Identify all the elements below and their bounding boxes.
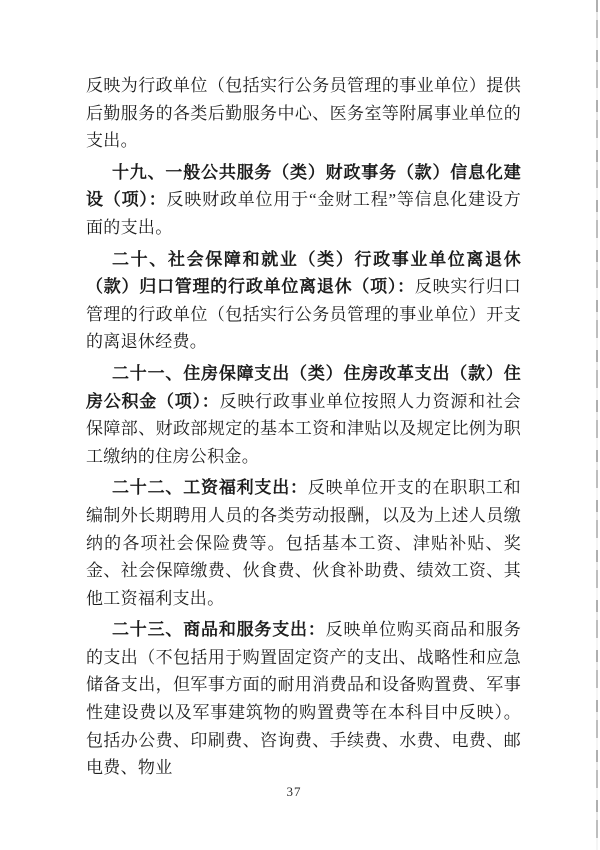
paragraph-body: 反映财政单位用于“金财工程”等信息化建设方面的支出。 (86, 190, 522, 237)
paragraph-body: 反映单位开支的在职职工和编制外长期聘用人员的各类劳动报酬，以及为上述人员缴纳的各项社会保险费等。包括基本工资、津贴补贴、奖金、社会保障缴费、伙食费、伙食补助费、绩效工资、其他工资福利支出。 (86, 478, 521, 608)
page-number: 37 (286, 784, 302, 799)
paragraph-lead: 二十、社会保障和就业（类）行政事业单位离退休（款）归口管理的行政单位离退休（项）： (86, 249, 521, 297)
paragraph-body: 反映为行政单位（包括实行公务员管理的事业单位）提供后勤服务的各类后勤服务中心、医务室等附属事业单位的支出。 (86, 76, 521, 151)
paragraph-lead: 二十二、工资福利支出： (112, 478, 308, 498)
paragraph-lead: 二十三、商品和服务支出： (112, 620, 326, 640)
paragraph-item-22 (86, 474, 521, 612)
paragraph-lead: 十九、一般公共服务（类）财政事务（款）信息化建设（项）： (86, 162, 521, 210)
scan-edge-artifact (596, 0, 598, 850)
paragraph-body: 反映单位购买商品和服务的支出（不包括用于购置固定资产的支出、战略性和应急储备支出，但军事方面的耐用消费品和设备购置费、军事性建设费以及军事建筑物的购置费等在本科目中反映）。包括办公费、印刷费、咨询费、手续费、水费、电费、邮电费、物业 (86, 620, 521, 778)
document-text-block (86, 72, 521, 782)
paragraph-item-23 (86, 616, 521, 782)
paragraph-item-19 (86, 159, 521, 242)
paragraph-continuation (86, 72, 521, 155)
paragraph-body: 反映实行归口管理的行政单位（包括实行公务员管理的事业单位）开支的离退休经费。 (86, 277, 521, 352)
paragraph-lead: 二十一、住房保障支出（类）住房改革支出（款）住房公积金（项）： (86, 363, 521, 411)
paragraph-item-21 (86, 360, 521, 470)
paragraph-body: 反映行政事业单位按照人力资源和社会保障部、财政部规定的基本工资和津贴以及规定比例为职工缴纳的住房公积金。 (86, 391, 521, 466)
paragraph-item-20 (86, 246, 521, 356)
